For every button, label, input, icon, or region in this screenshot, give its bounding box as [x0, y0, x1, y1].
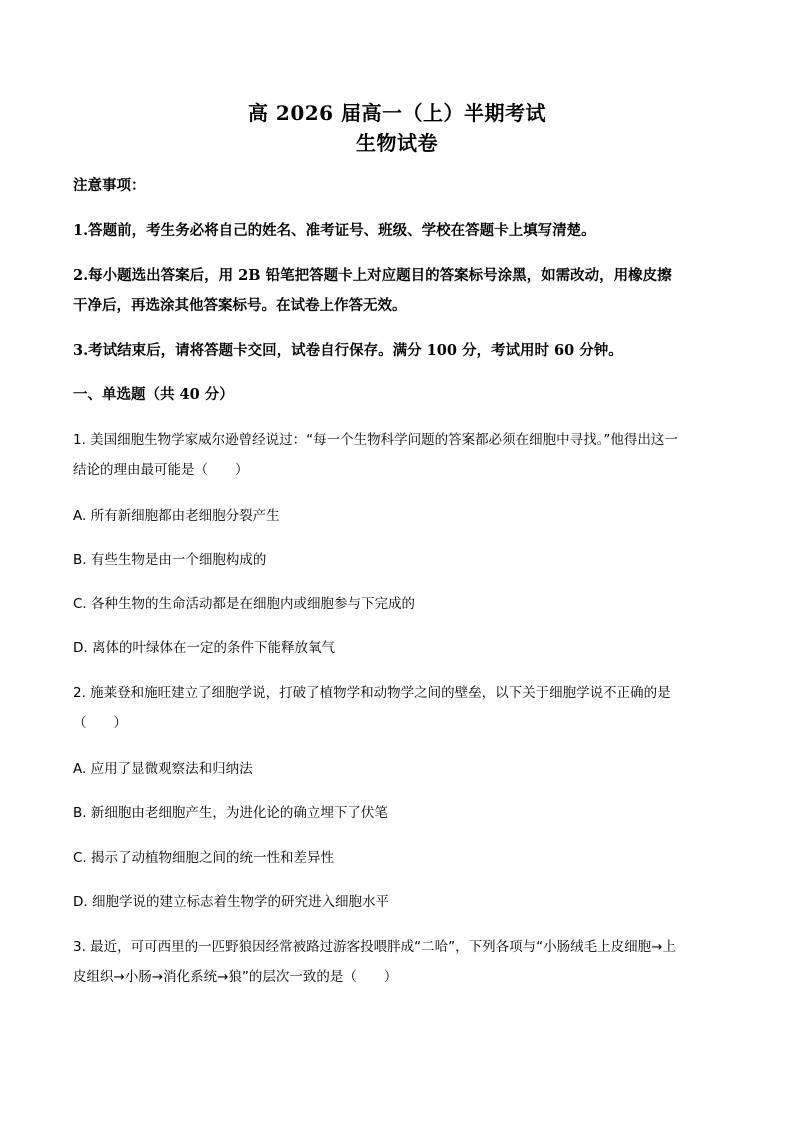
question-3-stem-line-1: 3. 最近，可可西里的一匹野狼因经常被路过游客投喂胖成“二哈”，下列各项与“小肠绒毛上皮细胞→上 [73, 939, 676, 955]
notice-item-2-line-2: 干净后，再选涂其他答案标号。在试卷上作答无效。 [73, 297, 407, 314]
notice-heading: 注意事项： [73, 177, 146, 194]
section-heading: 一、单选题（共 40 分） [73, 386, 234, 403]
exam-title: 高 2026 届高一（上）半期考试 [247, 101, 547, 125]
question-1-option-c: C. 各种生物的生命活动都是在细胞内或细胞参与下完成的 [73, 596, 416, 612]
question-1-stem-line-2: 结论的理由最可能是（ ） [73, 462, 249, 478]
question-2-option-b: B. 新细胞由老细胞产生，为进化论的确立埋下了伏笔 [73, 805, 388, 821]
notice-item-2-line-1: 2.每小题选出答案后，用 2B 铅笔把答题卡上对应题目的答案标号涂黑，如需改动，用橡皮擦 [73, 267, 672, 284]
question-2-option-c: C. 揭示了动植物细胞之间的统一性和差异性 [73, 850, 335, 866]
exam-subject: 生物试卷 [356, 131, 438, 155]
question-2-option-d: D. 细胞学说的建立标志着生物学的研究进入细胞水平 [73, 894, 389, 910]
question-1-option-a: A. 所有新细胞都由老细胞分裂产生 [73, 508, 280, 524]
question-1-option-b: B. 有些生物是由一个细胞构成的 [73, 552, 267, 568]
question-1-stem-line-1: 1. 美国细胞生物学家威尔逊曾经说过：“每一个生物科学问题的答案都必须在细胞中寻找。”他得出这一 [73, 432, 678, 448]
question-2-stem-line-1: 2. 施莱登和施旺建立了细胞学说，打破了植物学和动物学之间的壁垒，以下关于细胞学说不正确的是 [73, 685, 671, 701]
notice-item-3: 3.考试结束后，请将答题卡交回，试卷自行保存。满分 100 分，考试用时 60 分钟。 [73, 342, 623, 359]
question-2-option-a: A. 应用了显微观察法和归纳法 [73, 761, 253, 777]
question-3-stem-line-2: 皮组织→小肠→消化系统→狼”的层次一致的是（ ） [73, 969, 398, 985]
question-2-stem-line-2: （ ） [73, 715, 127, 731]
notice-item-1: 1.答题前，考生务必将自己的姓名、准考证号、班级、学校在答题卡上填写清楚。 [73, 222, 596, 239]
question-1-option-d: D. 离体的叶绿体在一定的条件下能释放氧气 [73, 640, 335, 656]
